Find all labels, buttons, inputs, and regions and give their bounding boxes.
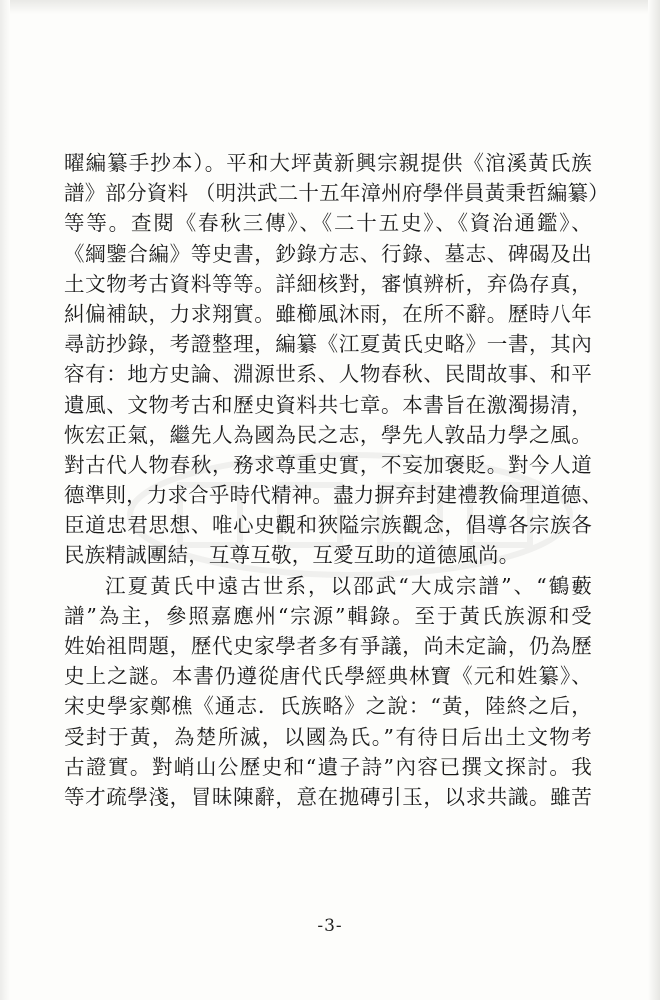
scan-shadow-right <box>648 0 660 1000</box>
text-line-16: 譜”為主，參照嘉應州“宗源”輯錄。至于黃氏族源和受 <box>64 603 592 628</box>
text-line-5: 土文物考古資料等等。詳細核對，審慎辨析，弃偽存真， <box>64 271 592 296</box>
text-line-19: 宋史學家鄭樵《通志．氏族略》之說：“黃，陸終之后， <box>64 694 592 719</box>
text-line-18: 史上之謎。本書仍遵從唐代氏學經典林寶《元和姓纂》、 <box>64 664 592 689</box>
text-line-11: 對古代人物春秋，務求尊重史實，不妄加褒貶。對今人道 <box>64 452 592 477</box>
body-text <box>64 148 609 812</box>
text-line-12: 德準則，力求合乎時代精神。盡力摒弃封建禮教倫理道德、 <box>64 483 603 508</box>
text-line-9: 遺風、文物考古和歷史資料共七章。本書旨在激濁揚清， <box>64 392 592 417</box>
text-line-13: 臣道忠君思想、唯心史觀和狹隘宗族觀念，倡導各宗族各 <box>64 513 592 538</box>
text-line-22: 等才疏學淺，冒昧陳辭，意在拋磚引玉，以求共識。雖苦 <box>64 784 592 809</box>
text-line-20: 受封于黃，為楚所滅，以國為氏。”有待日后出土文物考 <box>64 724 592 749</box>
text-line-21: 古證實。對峭山公歷史和“遺子詩”內容已撰文探討。我 <box>64 754 592 779</box>
text-line-2: 譜》部分資料 （明洪武二十五年漳州府學伴員黃秉哲編纂） <box>64 181 609 206</box>
text-line-8: 容有：地方史論、淵源世系、人物春秋、民間故事、和平 <box>64 362 592 387</box>
text-line-17: 姓始祖問題，歷代史家學者多有爭議，尚未定論，仍為歷 <box>64 634 592 658</box>
page-number: -3- <box>317 916 343 936</box>
scan-shadow-left <box>0 0 10 1000</box>
text-line-10: 恢宏正氣，繼先人為國為民之志，學先人敦品力學之風。 <box>64 422 592 447</box>
text-line-14: 民族精誠團結，互尊互敬，互愛互助的道德風尚。 <box>64 543 520 568</box>
text-line-4: 《綱鑒合編》等史書，鈔錄方志、行錄、墓志、碑碣及出 <box>64 241 592 266</box>
scan-shadow-top <box>0 0 660 14</box>
text-line-1: 曜編纂手抄本）。平和大坪黃新興宗親提供《涫溪黃氏族 <box>64 151 592 175</box>
text-line-7: 尋訪抄錄，考證整理，編纂《江夏黃氏史略》一書，其內 <box>64 332 592 357</box>
text-line-3: 等等。查閱《春秋三傳》、《二十五史》、《資治通鑑》、 <box>64 211 592 236</box>
text-line-15: 江夏黃氏中遠古世系，以邵武“大成宗譜”、“鶴藪 <box>105 573 592 598</box>
text-line-6: 糾偏補缺，力求翔實。雖櫛風沐雨，在所不辭。歷時八年 <box>64 301 592 326</box>
